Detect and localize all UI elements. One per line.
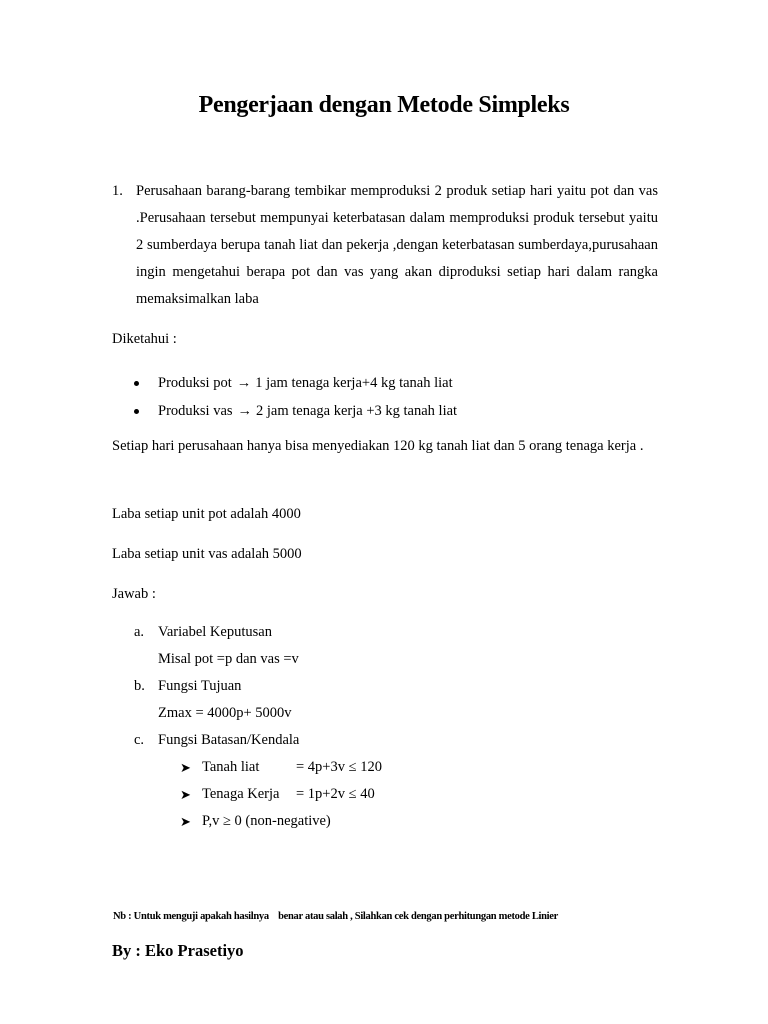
- author-line: By : Eko Prasetiyo: [112, 941, 244, 960]
- constraint-name: P,v ≥ 0 (non-negative): [202, 813, 331, 829]
- problem-number: 1.: [112, 183, 123, 199]
- list-item: [180, 754, 580, 781]
- list-item: [180, 781, 580, 808]
- profit-pot-text: Laba setiap unit pot adalah 4000: [112, 506, 301, 522]
- bullet-icon: [134, 409, 139, 414]
- problem-item: [112, 178, 658, 313]
- product-name: Produksi vas: [158, 402, 233, 419]
- answer-detail: Misal pot =p dan vas =v: [158, 651, 299, 667]
- list-item: [134, 673, 654, 700]
- answer-title: Fungsi Batasan/Kendala: [158, 732, 300, 748]
- answer-list: [134, 619, 654, 754]
- list-item: [180, 808, 580, 835]
- arrowhead-bullet-icon: ➤: [180, 814, 191, 829]
- list-label: b.: [134, 678, 145, 694]
- list-item: [134, 619, 654, 646]
- list-item: [130, 369, 650, 397]
- arrowhead-bullet-icon: ➤: [180, 787, 191, 802]
- problem-text: Perusahaan barang-barang tembikar memproduksi 2 produk setiap hari yaitu pot dan vas .Perusahaan tersebut mempunyai keterbatasan dalam memproduksi produk tersebut yaitu 2 sumberdaya berupa tanah liat dan pekerja ,dengan keterbatasan sumberdaya,purusahaan ingin mengetahui berapa pot dan vas yang akan diproduksi setiap hari dalam rangka memaksimalkan laba: [136, 183, 658, 307]
- diketahui-label: Diketahui :: [112, 331, 177, 347]
- footnote: Nb : Untuk menguji apakah hasilnya benar atau salah , Silahkan cek dengan perhitungan metode Linier: [113, 911, 559, 922]
- list-item: [134, 727, 654, 754]
- product-requirement: 2 jam tenaga kerja +3 kg tanah liat: [256, 402, 458, 419]
- constraint-list: [180, 754, 580, 835]
- right-arrow-icon: →: [236, 374, 252, 391]
- list-label: a.: [134, 624, 145, 640]
- answer-title: Fungsi Tujuan: [158, 678, 242, 694]
- answer-title: Variabel Keputusan: [158, 624, 272, 640]
- document-title: Pengerjaan dengan Metode Simpleks: [198, 92, 570, 118]
- known-facts-list: [130, 369, 650, 425]
- capacity-text: Setiap hari perusahaan hanya bisa menyediakan 120 kg tanah liat dan 5 orang tenaga kerja .: [112, 438, 644, 454]
- list-item: [130, 397, 650, 425]
- jawab-label: Jawab :: [112, 586, 156, 602]
- product-requirement: 1 jam tenaga kerja+4 kg tanah liat: [255, 374, 453, 391]
- right-arrow-icon: →: [237, 402, 253, 419]
- bullet-icon: [134, 381, 139, 386]
- constraint-expression: = 4p+3v ≤ 120: [296, 759, 382, 775]
- constraint-name: Tanah liat: [202, 759, 260, 775]
- arrowhead-bullet-icon: ➤: [180, 760, 191, 775]
- constraint-expression: = 1p+2v ≤ 40: [296, 786, 375, 802]
- product-name: Produksi pot: [158, 374, 232, 391]
- answer-detail: Zmax = 4000p+ 5000v: [158, 705, 292, 721]
- profit-vas-text: Laba setiap unit vas adalah 5000: [112, 546, 302, 562]
- constraint-name: Tenaga Kerja: [202, 786, 280, 802]
- list-label: c.: [134, 732, 145, 748]
